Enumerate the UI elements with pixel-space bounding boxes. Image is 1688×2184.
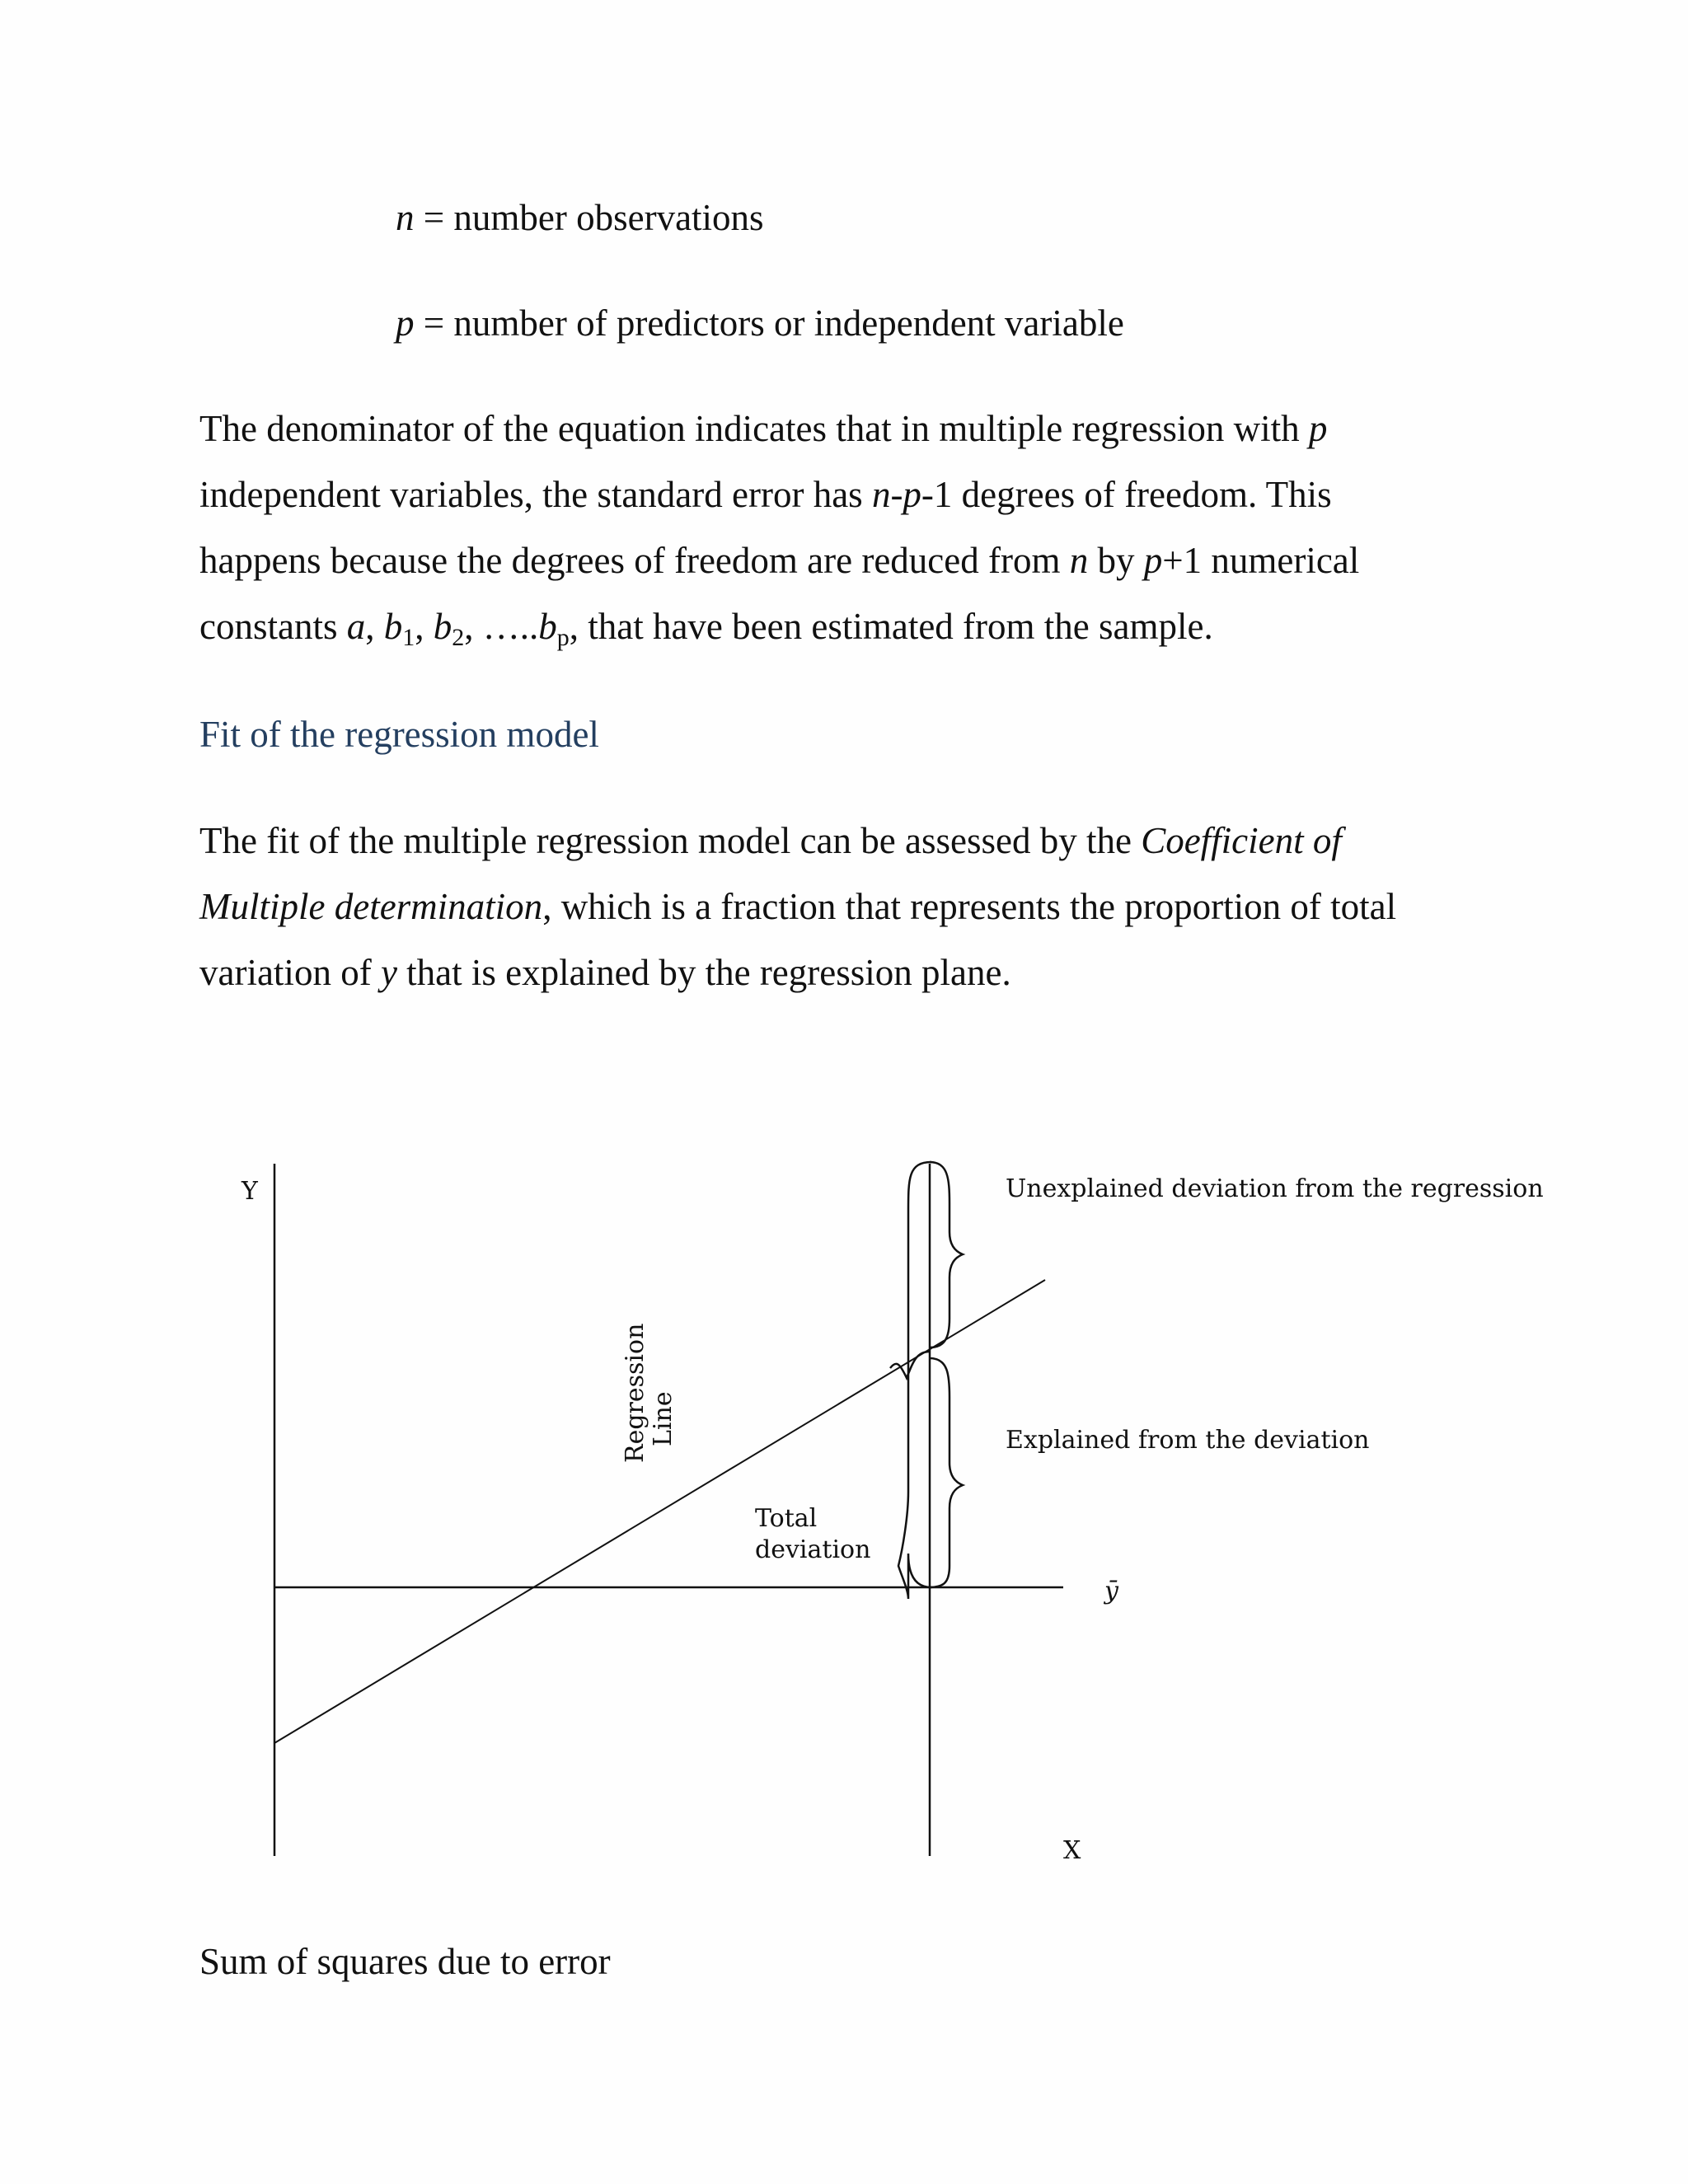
paragraph1-line3: happens because the degrees of freedom are reduced from n by p+1 numerical [199, 540, 1360, 581]
explained-brace [930, 1358, 963, 1587]
y-axis-label: Y [241, 1177, 258, 1206]
paragraph2-line3: variation of y that is explained by the regression plane. [199, 952, 1011, 993]
paragraph2-line2: Multiple determination, which is a fraction that represents the proportion of total [199, 886, 1397, 927]
x-axis-label: X [1063, 1836, 1081, 1865]
regression-label-line1: Regression [621, 1323, 649, 1463]
intersection-brace-mark [890, 1352, 930, 1378]
ybar-label: ȳ [1104, 1577, 1118, 1605]
definition-n: n = number observations [396, 197, 764, 238]
paragraph1-line4: constants a, $b_1$, $b_2$, $\dots..b_p$, that have been estimated from the sample. [199, 606, 1213, 651]
unexplained-brace [930, 1162, 963, 1347]
explained-deviation-label: Explained from the deviation [1006, 1426, 1370, 1455]
paragraph1-line1: The denominator of the equation indicates that in multiple regression with p [199, 408, 1328, 449]
total-deviation-brace [898, 1162, 931, 1599]
definition-p: p = number of predictors or independent variable [396, 302, 1124, 344]
section-heading: Fit of the regression model [199, 714, 599, 755]
unexplained-deviation-label: Unexplained deviation from the regression [1006, 1174, 1544, 1203]
regression-label-line2: Line [649, 1391, 678, 1446]
paragraph2-line1: The fit of the multiple regression model can be assessed by the Coefficient of [199, 820, 1342, 861]
sum-of-squares-text: Sum of squares due to error [199, 1941, 611, 1982]
paragraph1-line2: independent variables, the standard error has n-p-1 degrees of freedom. This [199, 474, 1332, 515]
total-deviation-label-line2: deviation [755, 1535, 871, 1564]
total-deviation-label-line1: Total [755, 1504, 818, 1533]
